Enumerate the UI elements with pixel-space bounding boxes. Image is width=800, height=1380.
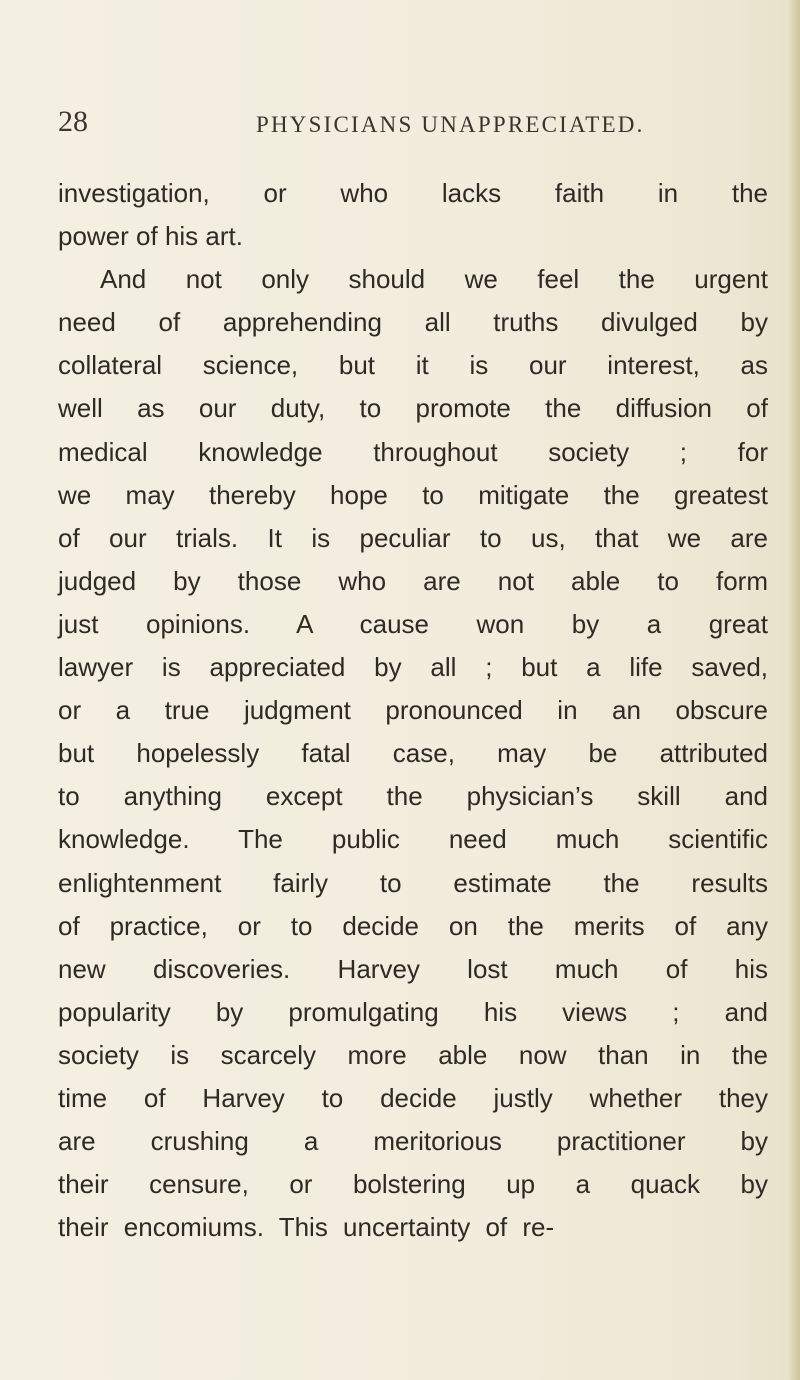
text-line: judged by those who are not able to form	[58, 565, 768, 596]
running-head: PHYSICIANS UNAPPRECIATED.	[256, 112, 645, 137]
text-line: their encomiums. This uncertainty of re-	[58, 1212, 555, 1243]
text-line: medical knowledge throughout society ; for	[58, 436, 768, 467]
page-header	[58, 104, 758, 144]
text-line: are crushing a meritorious practitioner by	[58, 1126, 768, 1157]
text-line: collateral science, but it is our interest, as	[58, 350, 768, 381]
text-line: new discoveries. Harvey lost much of his	[58, 953, 768, 984]
text-line: but hopelessly fatal case, may be attributed	[58, 738, 768, 769]
text-line: lawyer is appreciated by all ; but a life saved,	[58, 652, 768, 683]
text-line: society is scarcely more able now than in the	[58, 1039, 768, 1070]
text-line: their censure, or bolstering up a quack by	[58, 1169, 768, 1200]
text-line: of practice, or to decide on the merits of any	[58, 910, 768, 941]
text-line: or a true judgment pronounced in an obscure	[58, 695, 768, 726]
text-line: to anything except the physician’s skill and	[58, 781, 768, 812]
text-line: need of apprehending all truths divulged by	[58, 307, 768, 338]
text-line: And not only should we feel the urgent	[100, 264, 768, 295]
text-line: investigation, or who lacks faith in the	[58, 178, 768, 208]
text-line: of our trials. It is peculiar to us, that we are	[58, 522, 768, 553]
text-line: power of his art.	[58, 221, 243, 252]
text-line: well as our duty, to promote the diffusion of	[58, 393, 768, 424]
text-line: we may thereby hope to mitigate the greatest	[58, 479, 768, 510]
text-line: time of Harvey to decide justly whether they	[58, 1082, 768, 1113]
text-line: popularity by promulgating his views ; and	[58, 996, 768, 1027]
text-line: just opinions. A cause won by a great	[58, 608, 768, 639]
body-text	[58, 172, 768, 1249]
text-line: knowledge. The public need much scientific	[58, 824, 768, 855]
text-line: enlightenment fairly to estimate the results	[58, 867, 768, 898]
page-edge-shadow	[788, 0, 800, 1380]
page-number: 28	[58, 105, 88, 138]
